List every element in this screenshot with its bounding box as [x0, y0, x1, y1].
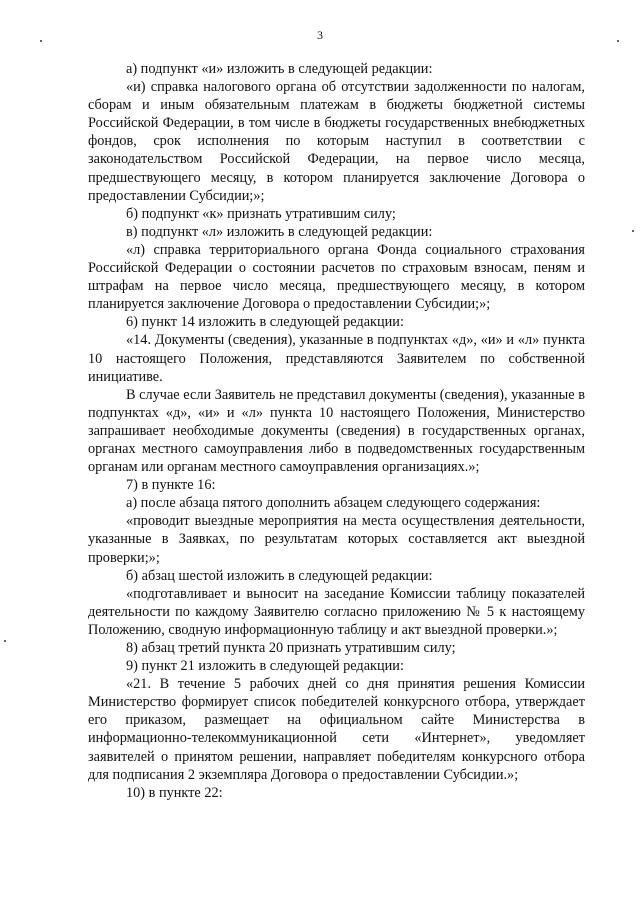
- scan-speck: [617, 40, 619, 42]
- scan-speck: [4, 640, 6, 642]
- paragraph: 8) абзац третий пункта 20 признать утратившим силу;: [126, 640, 456, 656]
- paragraph: а) подпункт «и» изложить в следующей редакции:: [126, 61, 433, 77]
- paragraph: б) абзац шестой изложить в следующей редакции:: [126, 567, 433, 584]
- paragraph: «14. Документы (сведения), указанные в подпунктах «д», «и» и «л» пункта 10 настоящего Положения, представляются Заявителем по собственной инициативе.: [88, 332, 585, 385]
- paragraph: в) подпункт «л» изложить в следующей редакции:: [126, 223, 433, 240]
- paragraph: В случае если Заявитель не представил документы (сведения), указанные в подпунктах «д», «и» и «л» пункта 10 настоящего Положения, Министерство запрашивает необходимые документы (сведения) в государственных органах, органах местного самоуправления либо в подведомственных государственным органам или органам местного самоуправления организациях.»;: [88, 386, 585, 476]
- paragraph: «л) справка территориального органа Фонда социального страхования Российской Федерации о состоянии расчетов по страховым взносам, пеням и штрафам на первое число месяца, предшествующего месяцу, в котором планируется заключение Договора о предоставлении Субсидии;»;: [88, 241, 585, 313]
- paragraph: «подготавливает и выносит на заседание Комиссии таблицу показателей деятельности по каждому Заявителю согласно приложению № 5 к настоящему Положению, сводную информационную таблицу и акт выездной проверки.»;: [88, 585, 585, 638]
- paragraph: 9) пункт 21 изложить в следующей редакции:: [126, 658, 404, 675]
- page-number: 3: [317, 28, 323, 42]
- paragraph: «проводит выездные мероприятия на места осуществления деятельности, указанные в Заявках, по результатам которых составляется акт выездной проверки;»;: [88, 513, 585, 566]
- paragraph: б) подпункт «к» признать утратившим силу;: [126, 205, 396, 222]
- document-body: [88, 60, 585, 802]
- paragraph: 7) в пункте 16:: [126, 477, 216, 494]
- scan-speck: [632, 230, 634, 232]
- paragraph: а) после абзаца пятого дополнить абзацем следующего содержания:: [126, 495, 541, 512]
- paragraph: «и) справка налогового органа об отсутствии задолженности по налогам, сборам и иным обязательным платежам в бюджеты бюджетной системы Российской Федерации, в том числе в бюджеты государственных внебюджетных фондов, срок исполнения по которым наступил в соответствии с законодательством Российской Федерации, на первое число месяца, предшествующего месяцу, в котором планируется заключение Договора о предоставлении Субсидии;»;: [88, 79, 585, 204]
- scan-speck: [40, 40, 42, 42]
- paragraph: 6) пункт 14 изложить в следующей редакции:: [126, 314, 404, 331]
- paragraph: «21. В течение 5 рабочих дней со дня принятия решения Комиссии Министерство формирует список победителей конкурсного отбора, утверждает его приказом, размещает на официальном сайте Министерства в информационно-телекоммуникационной сети «Интернет», уведомляет заявителей о принятом решении, направляет победителям конкурсного отбора для подписания 2 экземпляра Договора о предоставлении Субсидии.»;: [88, 676, 585, 783]
- paragraph: 10) в пункте 22:: [126, 784, 223, 801]
